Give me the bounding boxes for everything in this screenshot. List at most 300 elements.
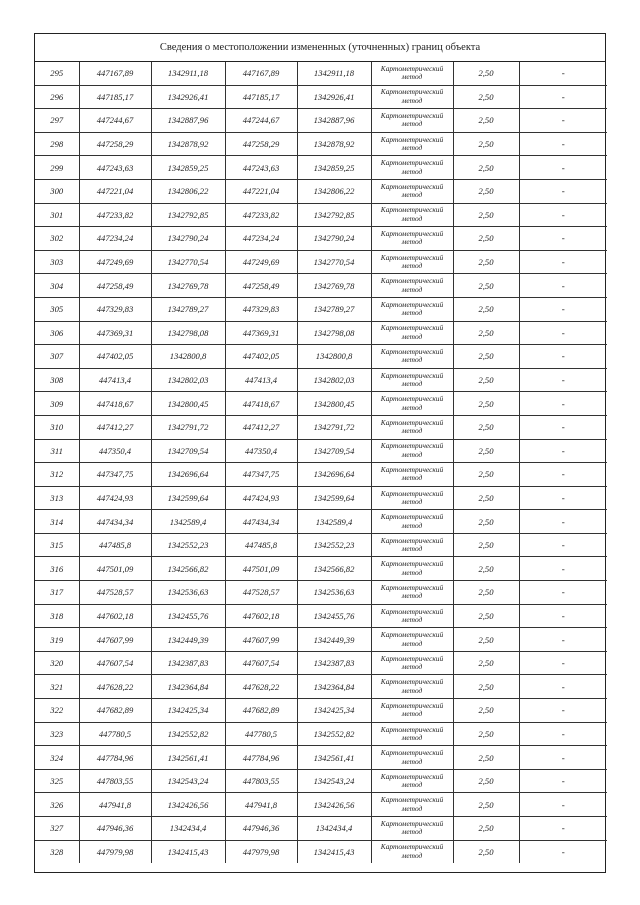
point-number-cell: 303 [35, 250, 79, 274]
point-number-cell: 300 [35, 179, 79, 203]
refined-y-cell: 1342449,39 [297, 628, 371, 652]
point-number-cell: 307 [35, 345, 79, 369]
method-text: Картометрический [380, 205, 444, 215]
existing-x-cell: 447602,18 [79, 604, 151, 628]
refined-y-cell: 1342589,4 [297, 510, 371, 534]
table-row [35, 840, 607, 863]
refined-y-cell: 1342926,41 [297, 85, 371, 109]
method-text: метод [401, 308, 423, 318]
note-cell: - [519, 651, 607, 675]
refined-x-cell: 447528,57 [225, 581, 297, 605]
note-cell: - [519, 746, 607, 770]
method-cell [371, 581, 453, 605]
table-row [35, 179, 607, 203]
note-cell: - [519, 156, 607, 180]
point-number-cell: 323 [35, 722, 79, 746]
coordinates-table [35, 62, 607, 863]
existing-y-cell: 1342789,27 [151, 297, 225, 321]
refined-x-cell: 447424,93 [225, 486, 297, 510]
point-number-cell: 306 [35, 321, 79, 345]
existing-y-cell: 1342434,4 [151, 817, 225, 841]
refined-y-cell: 1342415,43 [297, 840, 371, 863]
method-text: метод [401, 850, 423, 860]
existing-y-cell: 1342887,96 [151, 109, 225, 133]
method-cell [371, 746, 453, 770]
refined-y-cell: 1342536,63 [297, 581, 371, 605]
existing-y-cell: 1342696,64 [151, 463, 225, 487]
table-row [35, 510, 607, 534]
table-row [35, 439, 607, 463]
method-text: метод [401, 449, 423, 459]
existing-y-cell: 1342455,76 [151, 604, 225, 628]
existing-y-cell: 1342790,24 [151, 227, 225, 251]
method-cell [371, 557, 453, 581]
table-row [35, 109, 607, 133]
existing-y-cell: 1342566,82 [151, 557, 225, 581]
accuracy-cell: 2,50 [453, 439, 519, 463]
method-text: Картометрический [380, 299, 444, 309]
method-cell [371, 156, 453, 180]
table-title: Сведения о местоположении измененных (уточненных) границ объекта [35, 34, 605, 62]
method-cell [371, 297, 453, 321]
table-row [35, 486, 607, 510]
method-text: метод [401, 119, 423, 129]
method-text: метод [401, 95, 423, 105]
method-text: Картометрический [380, 417, 444, 427]
method-text: метод [401, 190, 423, 200]
accuracy-cell: 2,50 [453, 699, 519, 723]
refined-y-cell: 1342552,82 [297, 722, 371, 746]
method-cell [371, 109, 453, 133]
method-text: Картометрический [380, 606, 444, 616]
table-row [35, 557, 607, 581]
refined-x-cell: 447607,99 [225, 628, 297, 652]
point-number-cell: 301 [35, 203, 79, 227]
point-number-cell: 322 [35, 699, 79, 723]
method-cell [371, 604, 453, 628]
table-row [35, 699, 607, 723]
refined-x-cell: 447501,09 [225, 557, 297, 581]
point-number-cell: 297 [35, 109, 79, 133]
method-text: метод [401, 331, 423, 341]
method-cell [371, 439, 453, 463]
refined-y-cell: 1342791,72 [297, 415, 371, 439]
refined-y-cell: 1342566,82 [297, 557, 371, 581]
point-number-cell: 302 [35, 227, 79, 251]
method-cell [371, 675, 453, 699]
point-number-cell: 320 [35, 651, 79, 675]
refined-x-cell: 447412,27 [225, 415, 297, 439]
existing-x-cell: 447369,31 [79, 321, 151, 345]
refined-x-cell: 447221,04 [225, 179, 297, 203]
method-cell [371, 651, 453, 675]
refined-x-cell: 447434,34 [225, 510, 297, 534]
refined-y-cell: 1342887,96 [297, 109, 371, 133]
table-row [35, 368, 607, 392]
point-number-cell: 315 [35, 533, 79, 557]
note-cell: - [519, 345, 607, 369]
table-row [35, 62, 607, 85]
refined-x-cell: 447167,89 [225, 62, 297, 85]
existing-x-cell: 447434,34 [79, 510, 151, 534]
accuracy-cell: 2,50 [453, 581, 519, 605]
method-text: Картометрический [380, 370, 444, 380]
refined-x-cell: 447243,63 [225, 156, 297, 180]
method-text: Картометрический [380, 158, 444, 168]
method-text: метод [401, 237, 423, 247]
existing-y-cell: 1342552,82 [151, 722, 225, 746]
refined-y-cell: 1342769,78 [297, 274, 371, 298]
point-number-cell: 321 [35, 675, 79, 699]
existing-y-cell: 1342792,85 [151, 203, 225, 227]
method-text: метод [401, 732, 423, 742]
existing-y-cell: 1342800,8 [151, 345, 225, 369]
accuracy-cell: 2,50 [453, 227, 519, 251]
table-row [35, 628, 607, 652]
method-cell [371, 132, 453, 156]
accuracy-cell: 2,50 [453, 510, 519, 534]
method-text: метод [401, 284, 423, 294]
existing-x-cell: 447628,22 [79, 675, 151, 699]
refined-y-cell: 1342798,08 [297, 321, 371, 345]
refined-y-cell: 1342789,27 [297, 297, 371, 321]
accuracy-cell: 2,50 [453, 533, 519, 557]
accuracy-cell: 2,50 [453, 722, 519, 746]
table-row [35, 793, 607, 817]
method-text: Картометрический [380, 842, 444, 852]
table-row [35, 203, 607, 227]
note-cell: - [519, 840, 607, 863]
refined-x-cell: 447784,96 [225, 746, 297, 770]
refined-x-cell: 447418,67 [225, 392, 297, 416]
table-row [35, 132, 607, 156]
note-cell: - [519, 132, 607, 156]
method-text: метод [401, 685, 423, 695]
note-cell: - [519, 297, 607, 321]
accuracy-cell: 2,50 [453, 250, 519, 274]
existing-y-cell: 1342561,41 [151, 746, 225, 770]
method-text: Картометрический [380, 535, 444, 545]
refined-x-cell: 447233,82 [225, 203, 297, 227]
note-cell: - [519, 250, 607, 274]
refined-y-cell: 1342543,24 [297, 769, 371, 793]
table-row [35, 297, 607, 321]
note-cell: - [519, 463, 607, 487]
point-number-cell: 318 [35, 604, 79, 628]
method-text: Картометрический [380, 559, 444, 569]
method-text: метод [401, 213, 423, 223]
refined-x-cell: 447249,69 [225, 250, 297, 274]
note-cell: - [519, 392, 607, 416]
method-text: метод [401, 520, 423, 530]
refined-x-cell: 447244,67 [225, 109, 297, 133]
point-number-cell: 326 [35, 793, 79, 817]
accuracy-cell: 2,50 [453, 651, 519, 675]
method-text: Картометрический [380, 63, 444, 73]
refined-y-cell: 1342911,18 [297, 62, 371, 85]
existing-x-cell: 447249,69 [79, 250, 151, 274]
existing-y-cell: 1342769,78 [151, 274, 225, 298]
method-text: Картометрический [380, 512, 444, 522]
method-cell [371, 533, 453, 557]
point-number-cell: 310 [35, 415, 79, 439]
method-text: Картометрический [380, 134, 444, 144]
method-text: метод [401, 166, 423, 176]
existing-y-cell: 1342802,03 [151, 368, 225, 392]
method-text: метод [401, 638, 423, 648]
method-text: Картометрический [380, 677, 444, 687]
point-number-cell: 305 [35, 297, 79, 321]
method-text: метод [401, 709, 423, 719]
method-text: Картометрический [380, 441, 444, 451]
existing-x-cell: 447221,04 [79, 179, 151, 203]
refined-x-cell: 447350,4 [225, 439, 297, 463]
note-cell: - [519, 321, 607, 345]
existing-x-cell: 447682,89 [79, 699, 151, 723]
method-text: метод [401, 496, 423, 506]
existing-x-cell: 447413,4 [79, 368, 151, 392]
refined-y-cell: 1342802,03 [297, 368, 371, 392]
note-cell: - [519, 557, 607, 581]
existing-x-cell: 447244,67 [79, 109, 151, 133]
existing-y-cell: 1342589,4 [151, 510, 225, 534]
refined-y-cell: 1342425,34 [297, 699, 371, 723]
table-row [35, 722, 607, 746]
refined-y-cell: 1342552,23 [297, 533, 371, 557]
point-number-cell: 327 [35, 817, 79, 841]
note-cell: - [519, 109, 607, 133]
table-row [35, 321, 607, 345]
table-row [35, 274, 607, 298]
table-row [35, 463, 607, 487]
method-cell [371, 769, 453, 793]
method-text: Картометрический [380, 771, 444, 781]
method-text: метод [401, 261, 423, 271]
existing-x-cell: 447418,67 [79, 392, 151, 416]
boundary-coordinates-sheet [34, 33, 606, 873]
refined-x-cell: 447682,89 [225, 699, 297, 723]
accuracy-cell: 2,50 [453, 628, 519, 652]
existing-x-cell: 447485,8 [79, 533, 151, 557]
method-cell [371, 415, 453, 439]
method-text: метод [401, 567, 423, 577]
refined-y-cell: 1342792,85 [297, 203, 371, 227]
refined-y-cell: 1342806,22 [297, 179, 371, 203]
method-text: метод [401, 662, 423, 672]
existing-y-cell: 1342798,08 [151, 321, 225, 345]
refined-x-cell: 447941,8 [225, 793, 297, 817]
existing-x-cell: 447347,75 [79, 463, 151, 487]
refined-x-cell: 447485,8 [225, 533, 297, 557]
refined-x-cell: 447946,36 [225, 817, 297, 841]
method-cell [371, 62, 453, 85]
table-row [35, 85, 607, 109]
existing-y-cell: 1342415,43 [151, 840, 225, 863]
refined-y-cell: 1342599,64 [297, 486, 371, 510]
existing-y-cell: 1342536,63 [151, 581, 225, 605]
note-cell: - [519, 769, 607, 793]
point-number-cell: 317 [35, 581, 79, 605]
method-cell [371, 486, 453, 510]
accuracy-cell: 2,50 [453, 604, 519, 628]
refined-x-cell: 447402,05 [225, 345, 297, 369]
method-cell [371, 817, 453, 841]
refined-y-cell: 1342426,56 [297, 793, 371, 817]
refined-x-cell: 447628,22 [225, 675, 297, 699]
existing-x-cell: 447803,55 [79, 769, 151, 793]
existing-x-cell: 447234,24 [79, 227, 151, 251]
note-cell: - [519, 227, 607, 251]
note-cell: - [519, 533, 607, 557]
method-cell [371, 203, 453, 227]
existing-y-cell: 1342543,24 [151, 769, 225, 793]
method-text: Картометрический [380, 464, 444, 474]
method-text: Картометрический [380, 229, 444, 239]
table-row [35, 769, 607, 793]
refined-y-cell: 1342387,83 [297, 651, 371, 675]
refined-x-cell: 447602,18 [225, 604, 297, 628]
method-text: метод [401, 355, 423, 365]
existing-x-cell: 447528,57 [79, 581, 151, 605]
method-cell [371, 250, 453, 274]
existing-y-cell: 1342709,54 [151, 439, 225, 463]
note-cell: - [519, 62, 607, 85]
method-text: метод [401, 756, 423, 766]
existing-y-cell: 1342425,34 [151, 699, 225, 723]
point-number-cell: 309 [35, 392, 79, 416]
refined-x-cell: 447234,24 [225, 227, 297, 251]
refined-x-cell: 447329,83 [225, 297, 297, 321]
existing-y-cell: 1342806,22 [151, 179, 225, 203]
existing-y-cell: 1342859,25 [151, 156, 225, 180]
existing-x-cell: 447979,98 [79, 840, 151, 863]
method-text: метод [401, 402, 423, 412]
method-text: Картометрический [380, 394, 444, 404]
existing-x-cell: 447784,96 [79, 746, 151, 770]
note-cell: - [519, 628, 607, 652]
method-text: Картометрический [380, 748, 444, 758]
existing-x-cell: 447941,8 [79, 793, 151, 817]
method-text: Картометрический [380, 87, 444, 97]
point-number-cell: 324 [35, 746, 79, 770]
method-cell [371, 368, 453, 392]
accuracy-cell: 2,50 [453, 203, 519, 227]
table-row [35, 675, 607, 699]
existing-x-cell: 447501,09 [79, 557, 151, 581]
method-cell [371, 179, 453, 203]
existing-x-cell: 447607,54 [79, 651, 151, 675]
note-cell: - [519, 179, 607, 203]
accuracy-cell: 2,50 [453, 321, 519, 345]
refined-y-cell: 1342364,84 [297, 675, 371, 699]
refined-x-cell: 447347,75 [225, 463, 297, 487]
note-cell: - [519, 415, 607, 439]
refined-y-cell: 1342709,54 [297, 439, 371, 463]
accuracy-cell: 2,50 [453, 415, 519, 439]
method-cell [371, 510, 453, 534]
point-number-cell: 328 [35, 840, 79, 863]
point-number-cell: 295 [35, 62, 79, 85]
method-text: Картометрический [380, 252, 444, 262]
method-text: Картометрический [380, 700, 444, 710]
method-cell [371, 699, 453, 723]
existing-x-cell: 447243,63 [79, 156, 151, 180]
existing-y-cell: 1342770,54 [151, 250, 225, 274]
accuracy-cell: 2,50 [453, 769, 519, 793]
note-cell: - [519, 699, 607, 723]
method-text: Картометрический [380, 653, 444, 663]
accuracy-cell: 2,50 [453, 840, 519, 863]
note-cell: - [519, 581, 607, 605]
table-row [35, 817, 607, 841]
point-number-cell: 298 [35, 132, 79, 156]
method-text: метод [401, 544, 423, 554]
existing-x-cell: 447329,83 [79, 297, 151, 321]
method-text: Картометрический [380, 276, 444, 286]
method-cell [371, 274, 453, 298]
method-cell [371, 321, 453, 345]
method-text: метод [401, 803, 423, 813]
refined-x-cell: 447803,55 [225, 769, 297, 793]
refined-y-cell: 1342800,45 [297, 392, 371, 416]
method-text: Картометрический [380, 323, 444, 333]
existing-x-cell: 447424,93 [79, 486, 151, 510]
existing-x-cell: 447402,05 [79, 345, 151, 369]
table-row [35, 415, 607, 439]
method-text: метод [401, 426, 423, 436]
accuracy-cell: 2,50 [453, 274, 519, 298]
refined-x-cell: 447185,17 [225, 85, 297, 109]
table-row [35, 533, 607, 557]
accuracy-cell: 2,50 [453, 817, 519, 841]
point-number-cell: 325 [35, 769, 79, 793]
existing-x-cell: 447258,29 [79, 132, 151, 156]
existing-x-cell: 447780,5 [79, 722, 151, 746]
method-text: Картометрический [380, 630, 444, 640]
method-text: Картометрический [380, 818, 444, 828]
table-row [35, 227, 607, 251]
method-text: Картометрический [380, 488, 444, 498]
method-text: метод [401, 379, 423, 389]
point-number-cell: 314 [35, 510, 79, 534]
refined-y-cell: 1342878,92 [297, 132, 371, 156]
method-cell [371, 345, 453, 369]
accuracy-cell: 2,50 [453, 463, 519, 487]
note-cell: - [519, 274, 607, 298]
method-text: Картометрический [380, 181, 444, 191]
accuracy-cell: 2,50 [453, 557, 519, 581]
refined-y-cell: 1342859,25 [297, 156, 371, 180]
point-number-cell: 319 [35, 628, 79, 652]
method-text: метод [401, 143, 423, 153]
point-number-cell: 316 [35, 557, 79, 581]
note-cell: - [519, 203, 607, 227]
method-text: метод [401, 72, 423, 82]
note-cell: - [519, 510, 607, 534]
accuracy-cell: 2,50 [453, 368, 519, 392]
existing-y-cell: 1342552,23 [151, 533, 225, 557]
existing-y-cell: 1342599,64 [151, 486, 225, 510]
method-text: Картометрический [380, 724, 444, 734]
existing-y-cell: 1342364,84 [151, 675, 225, 699]
method-cell [371, 227, 453, 251]
method-text: метод [401, 591, 423, 601]
accuracy-cell: 2,50 [453, 746, 519, 770]
method-text: Картометрический [380, 795, 444, 805]
method-text: Картометрический [380, 111, 444, 121]
method-text: метод [401, 827, 423, 837]
note-cell: - [519, 604, 607, 628]
